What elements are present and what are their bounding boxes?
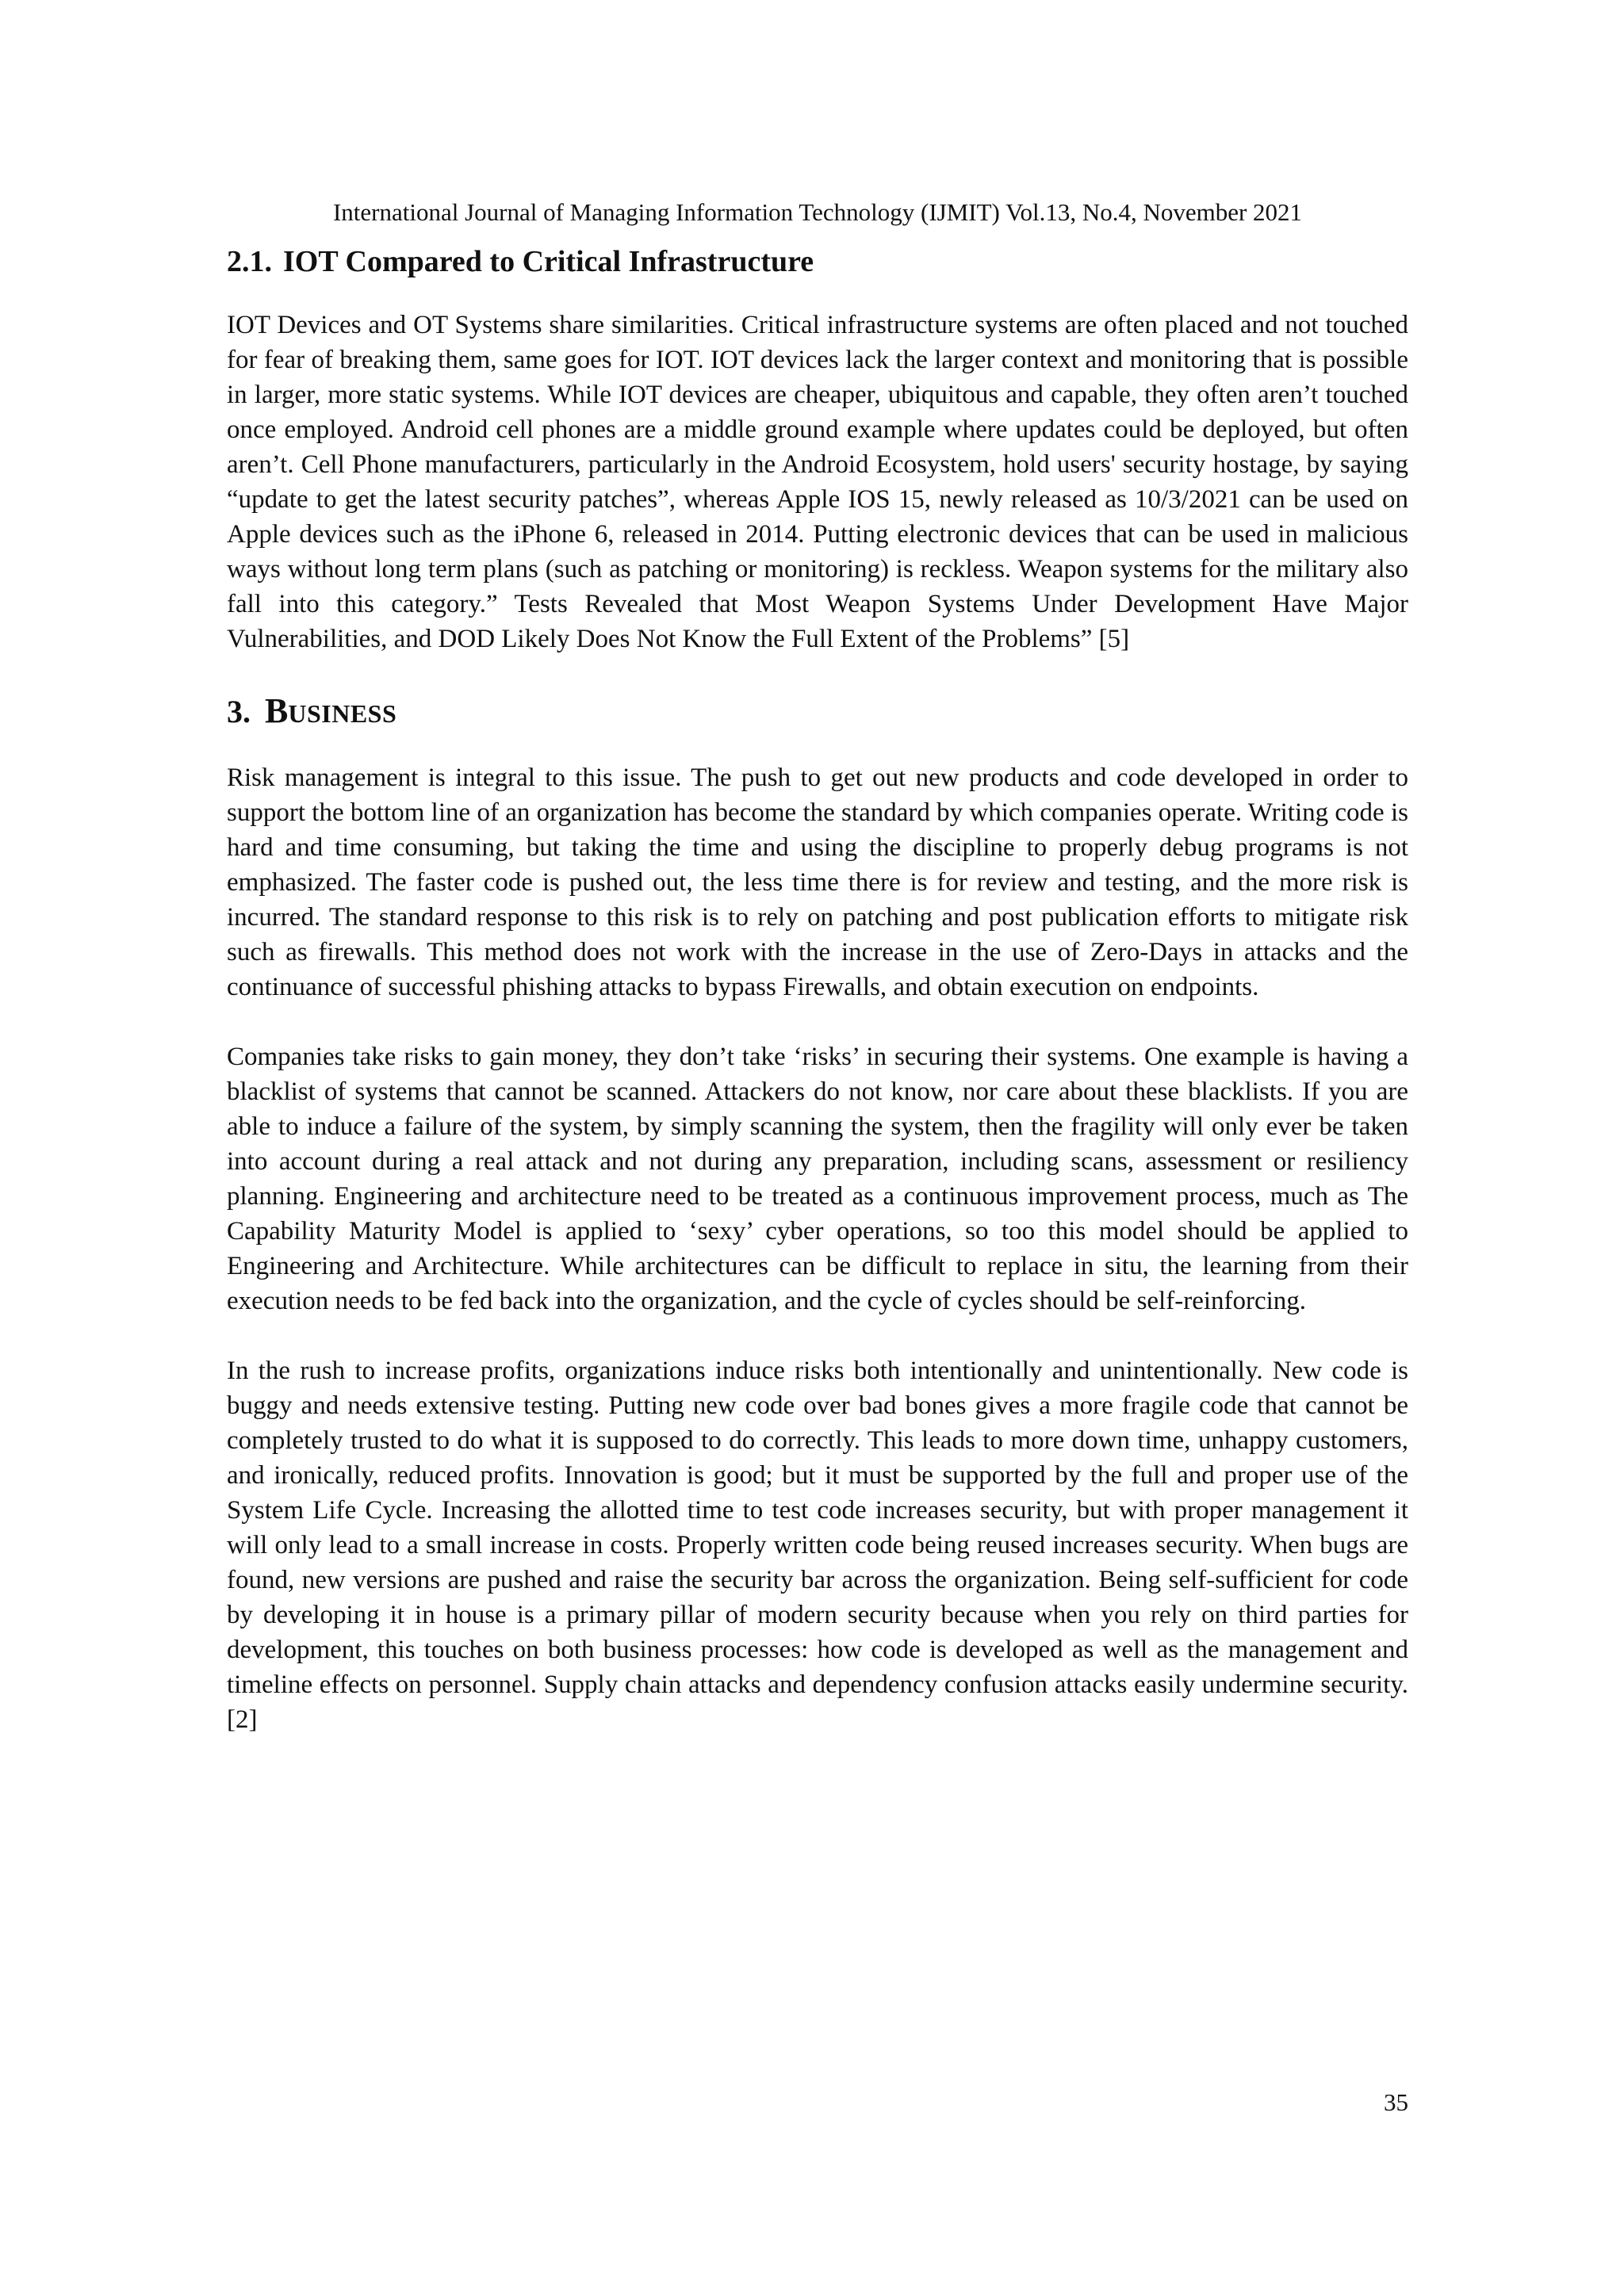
section-title-initial: B <box>265 691 289 730</box>
paragraph-iot-critical-infrastructure: IOT Devices and OT Systems share similarities. Critical infrastructure systems are often placed and not touched for fear of breaking them, same goes for IOT. IOT devices lack the larger context and monitoring that is possible in larger, more static systems. While IOT devices are cheaper, ubiquitous and capable, they often aren’t touched once employed. Android cell phones are a middle ground example where updates could be deployed, but often aren’t. Cell Phone manufacturers, particularly in the Android Ecosystem, hold users' security hostage, by saying “update to get the latest security patches”, whereas Apple IOS 15, newly released as 10/3/2021 can be used on Apple devices such as the iPhone 6, released in 2014. Putting electronic devices that can be used in malicious ways without long term plans (such as patching or monitoring) is reckless. Weapon systems for the military also fall into this category.” Tests Revealed that Most Weapon Systems Under Development Have Major Vulnerabilities, and DOD Likely Does Not Know the Full Extent of the Problems” [5] <box>227 311 1408 653</box>
subsection-title: IOT Compared to Critical Infrastructure <box>283 245 814 278</box>
subsection-heading-2-1 <box>227 243 1408 281</box>
page-number: 35 <box>1384 2088 1408 2116</box>
section-number: 3. <box>227 694 251 729</box>
subsection-number: 2.1. <box>227 245 272 278</box>
paragraph-business-1: Risk management is integral to this issue. The push to get out new products and code developed in order to support the bottom line of an organization has become the standard by which companies operate. Writing code is hard and time consuming, but taking the time and using the discipline to properly debug programs is not emphasized. The faster code is pushed out, the less time there is for review and testing, and the more risk is incurred. The standard response to this risk is to rely on patching and post publication efforts to mitigate risk such as firewalls. This method does not work with the increase in the use of Zero-Days in attacks and the continuance of successful phishing attacks to bypass Firewalls, and obtain execution on endpoints. <box>227 763 1408 1001</box>
paragraph-business-2: Companies take risks to gain money, they don’t take ‘risks’ in securing their systems. One example is having a blacklist of systems that cannot be scanned. Attackers do not know, nor care about these blacklists. If you are able to induce a failure of the system, by simply scanning the system, then the fragility will only ever be taken into account during a real attack and not during any preparation, including scans, assessment or resiliency planning. Engineering and architecture need to be treated as a continuous improvement process, much as The Capability Maturity Model is applied to ‘sexy’ cyber operations, so too this model should be applied to Engineering and Architecture. While architectures can be difficult to replace in situ, the learning from their execution needs to be fed back into the organization, and the cycle of cycles should be self-reinforcing. <box>227 1043 1408 1315</box>
paragraph-business-3: In the rush to increase profits, organizations induce risks both intentionally and unintentionally. New code is buggy and needs extensive testing. Putting new code over bad bones gives a more fragile code that cannot be completely trusted to do what it is supposed to do correctly. This leads to more down time, unhappy customers, and ironically, reduced profits. Innovation is good; but it must be supported by the full and proper use of the System Life Cycle. Increasing the allotted time to test code increases security, but with proper management it will only lead to a small increase in costs. Properly written code being reused increases security. When bugs are found, new versions are pushed and raise the security bar across the organization. Being self-sufficient for code by developing it in house is a primary pillar of modern security because when you rely on third parties for development, this touches on both business processes: how code is developed as well as the management and timeline effects on personnel. Supply chain attacks and dependency confusion attacks easily undermine security.[2] <box>227 1357 1408 1734</box>
section-title-rest: USINESS <box>288 699 397 728</box>
section-heading-business <box>227 691 1408 733</box>
page-body <box>227 243 1408 1772</box>
running-header: International Journal of Managing Information Technology (IJMIT) Vol.13, No.4, November 2021 <box>332 198 1303 226</box>
